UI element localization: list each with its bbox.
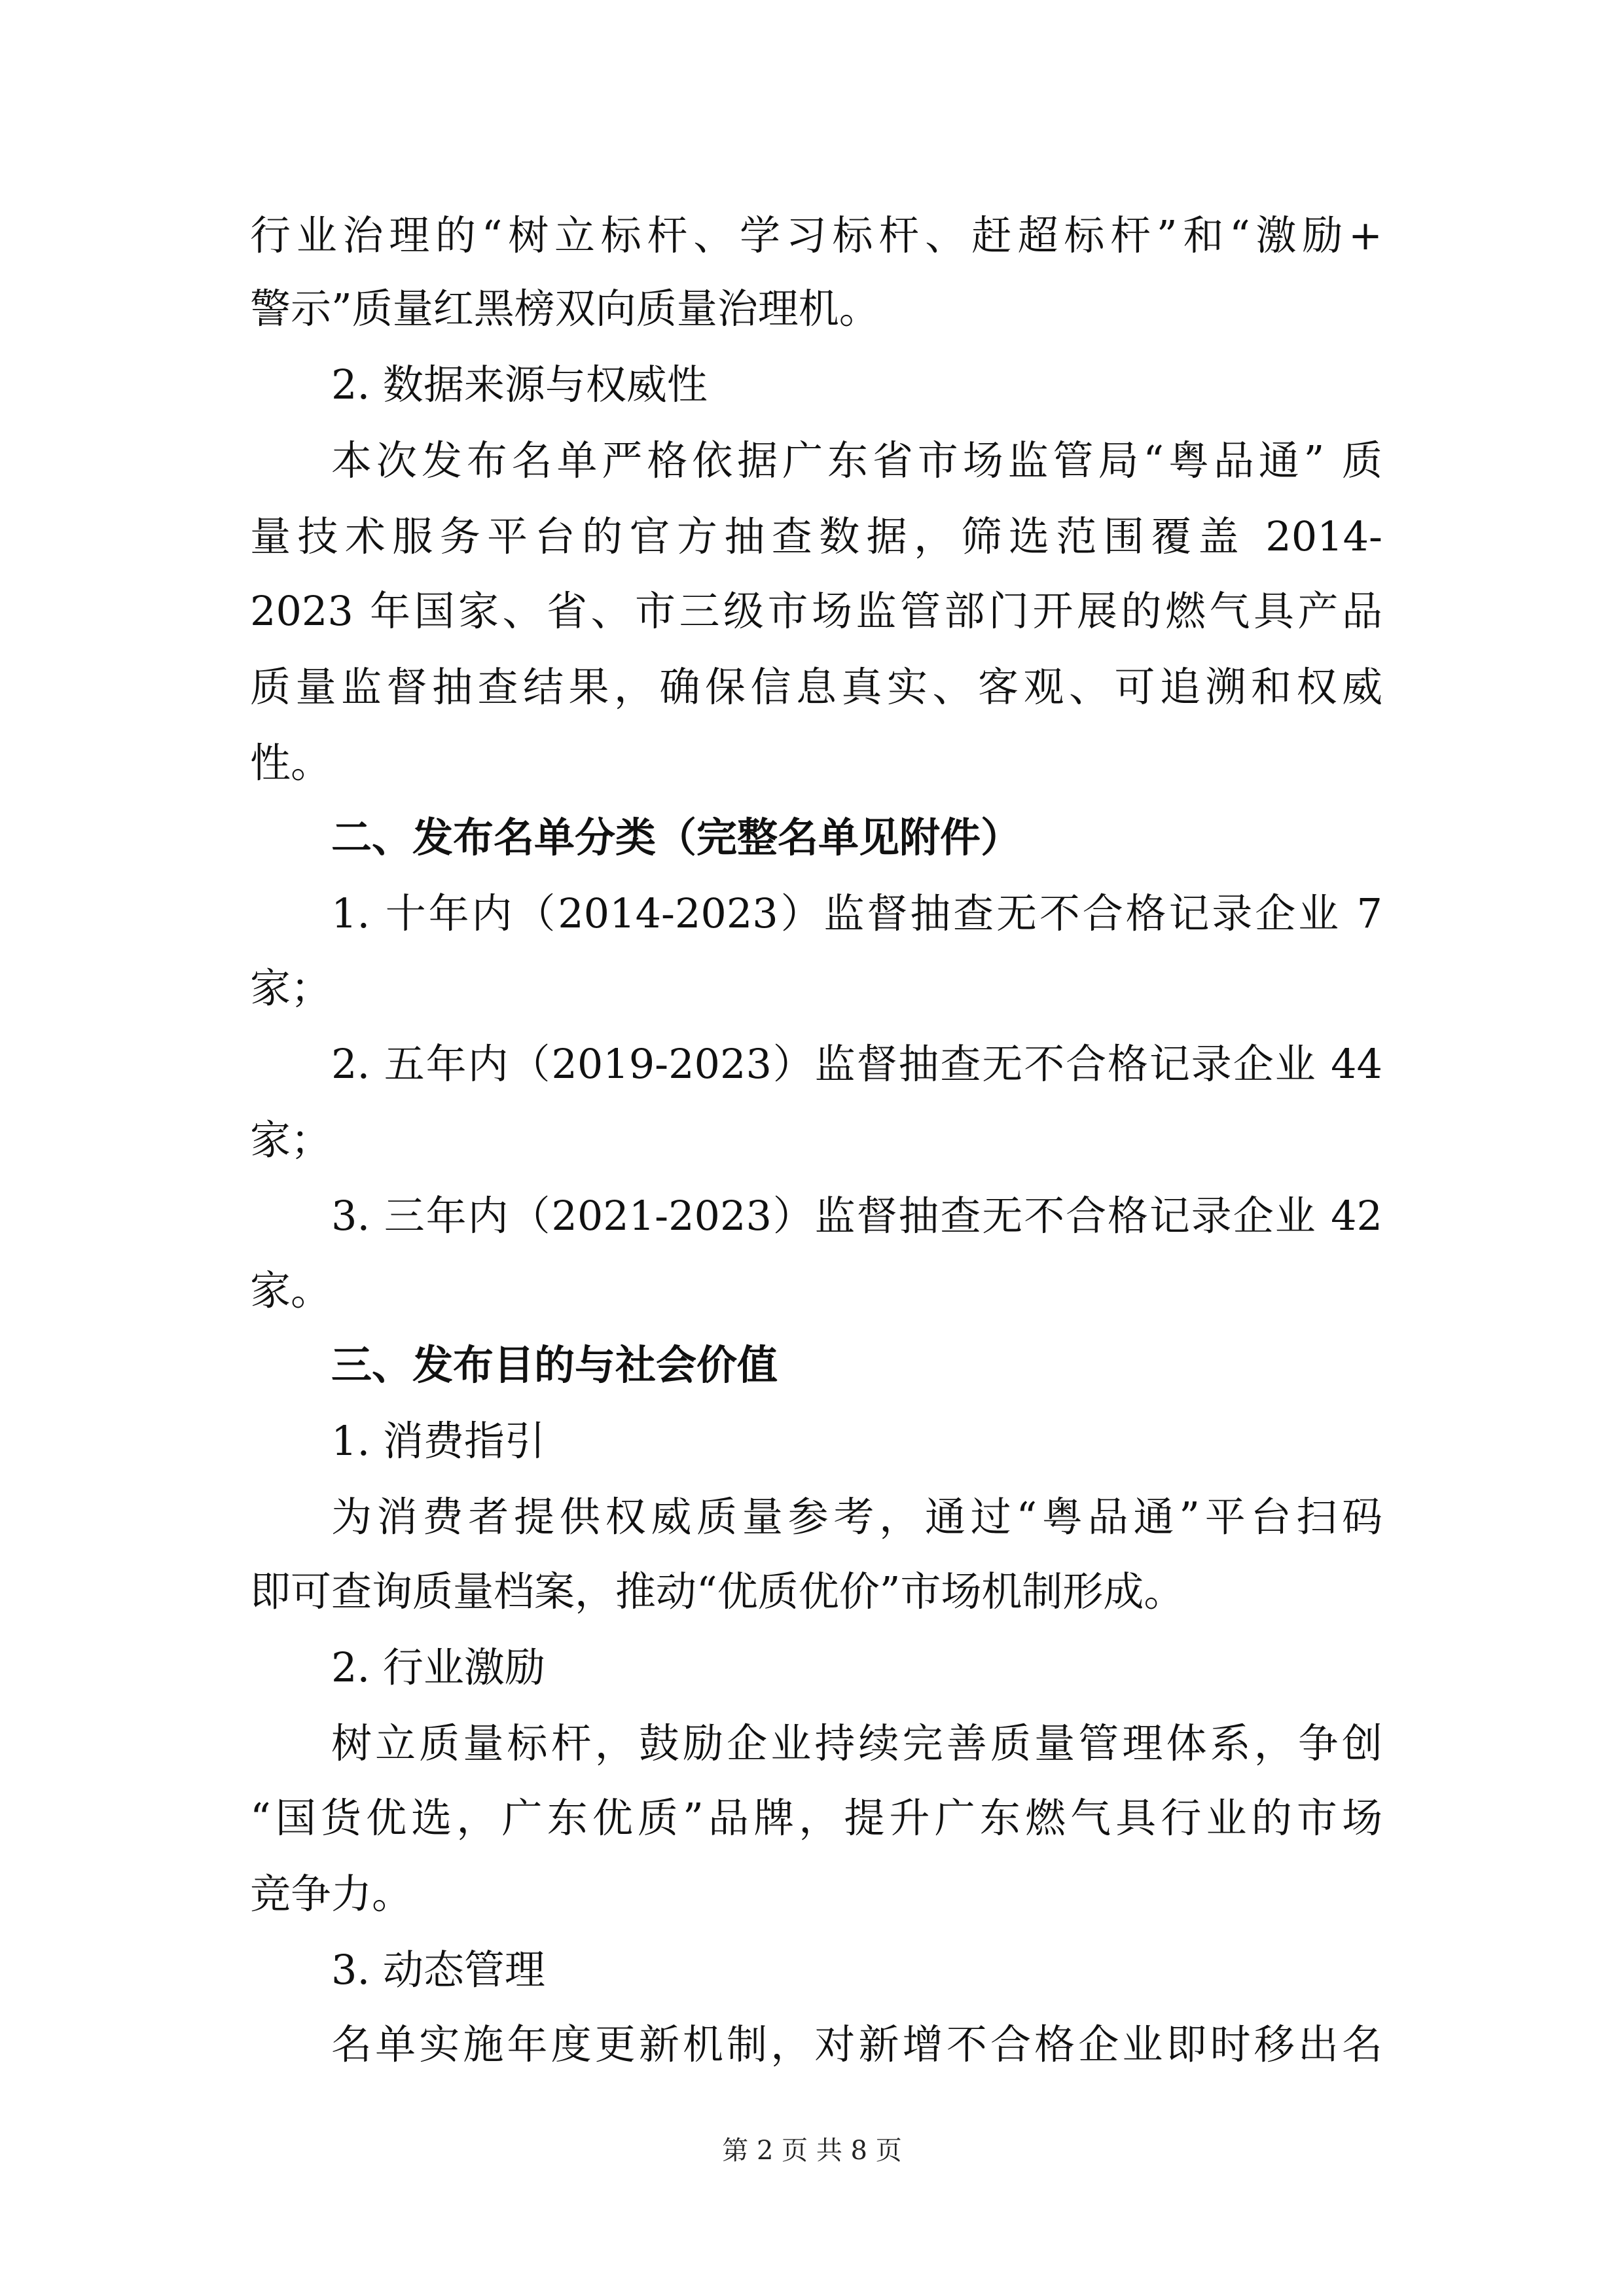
- body-text-line: 为消费者提供权威质量参考，通过“粤品通”平台扫码: [331, 1493, 1382, 1541]
- body-text-line: 名单实施年度更新机制，对新增不合格企业即时移出名: [331, 2020, 1382, 2068]
- list-item-line: 家。: [250, 1266, 332, 1314]
- body-text-line: 2023 年国家、省、市三级市场监管部门开展的燃气具产品: [250, 587, 1382, 635]
- body-text-line: 质量监督抽查结果，确保信息真实、客观、可追溯和权威: [250, 663, 1382, 711]
- page-number-footer: 第 2 页 共 8 页: [722, 2136, 902, 2166]
- body-text-line: 树立质量标杆，鼓励企业持续完善质量管理体系，争创: [331, 1719, 1382, 1767]
- list-item-line: 1. 十年内（2014-2023）监督抽查无不合格记录企业 7: [331, 889, 1382, 937]
- body-text-line: 即可查询质量档案，推动“优质优价”市场机制形成。: [250, 1568, 1185, 1615]
- list-item-line: 家；: [250, 964, 332, 1012]
- section-heading: 三、发布目的与社会价值: [331, 1341, 778, 1389]
- subsection-heading: 3. 动态管理: [331, 1946, 545, 1994]
- body-text-line: 量技术服务平台的官方抽查数据，筛选范围覆盖 2014-: [250, 512, 1382, 560]
- body-text-line: 性。: [250, 739, 332, 787]
- subsection-heading: 1. 消费指引: [331, 1417, 545, 1465]
- body-text-line: 本次发布名单严格依据广东省市场监管局“粤品通” 质: [331, 437, 1382, 484]
- list-item-line: 家；: [250, 1116, 332, 1164]
- subsection-heading: 2. 数据来源与权威性: [331, 361, 708, 408]
- body-text-line: 行业治理的“树立标杆、学习标杆、赶超标杆”和“激励+: [250, 211, 1382, 259]
- body-text-line: 警示”质量红黑榜双向质量治理机。: [250, 285, 880, 332]
- list-item-line: 2. 五年内（2019-2023）监督抽查无不合格记录企业 44: [331, 1040, 1382, 1088]
- body-text-line: “国货优选，广东优质”品牌，提升广东燃气具行业的市场: [250, 1794, 1382, 1842]
- list-item-line: 3. 三年内（2021-2023）监督抽查无不合格记录企业 42: [331, 1192, 1382, 1240]
- section-heading: 二、发布名单分类（完整名单见附件）: [331, 814, 1022, 861]
- subsection-heading: 2. 行业激励: [331, 1643, 545, 1691]
- body-text-line: 竞争力。: [250, 1870, 413, 1918]
